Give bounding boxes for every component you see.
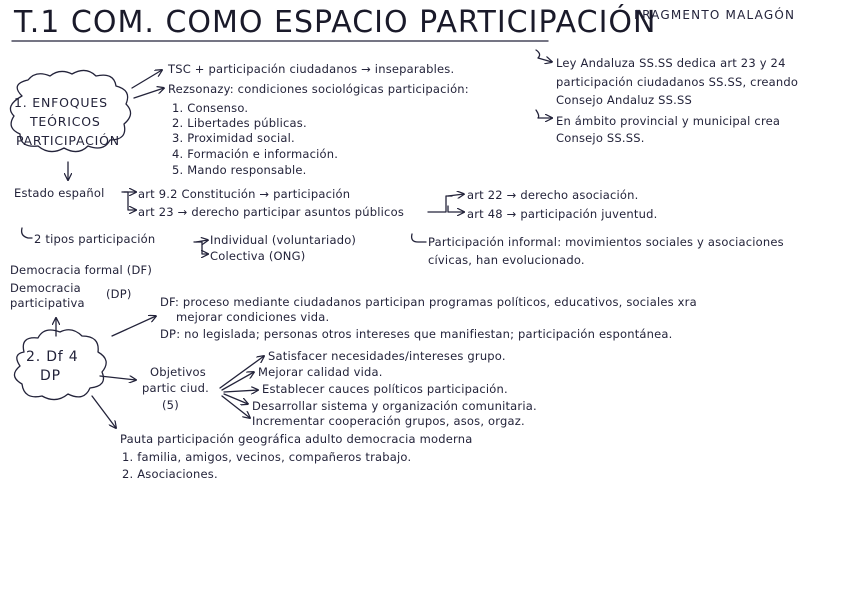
dp-abbr: (DP) [106,287,132,301]
pauta-title: Pauta participación geográfica adulto democracia moderna [120,432,473,446]
cloud2-line2: DP [40,368,61,384]
page-title: T.1 COM. COMO ESPACIO PARTICIPACIÓN [14,5,657,40]
condicion-item-1: 1. Consenso. [172,101,249,115]
democracia-participativa-2: participativa [10,296,85,310]
cloud1-line2: TEÓRICOS [30,114,101,129]
pauta-item-1: 1. familia, amigos, vecinos, compañeros trabajo. [122,450,412,464]
df-definition-line1: DF: proceso mediante ciudadanos participan programas políticos, educativos, sociales xra [160,295,697,309]
cloud1-line1: 1. ENFOQUES [14,95,108,110]
condicion-item-2: 2. Libertades públicas. [172,116,307,130]
ley-line1: Ley Andaluza SS.SS dedica art 23 y 24 [556,56,786,70]
tipo-individual: Individual (voluntariado) [210,233,357,247]
democracia-participativa-1: Democracia [10,281,81,295]
condicion-item-4: 4. Formación e información. [172,147,339,161]
art48-line: art 48 → participación juventud. [467,207,658,221]
rezsonazy-line: Rezsonazy: condiciones sociológicas participación: [168,82,469,96]
objetivo-item-4: Desarrollar sistema y organización comunitaria. [252,399,537,413]
tsc-line: TSC + participación ciudadanos → inseparables. [168,62,455,76]
author-label: FRAGMENTO MALAGÓN [634,8,796,22]
ley-line4: En ámbito provincial y municipal crea [556,114,781,128]
objetivos-label-3: (5) [162,398,179,412]
objetivos-label-1: Objetivos [150,365,206,379]
ley-line5: Consejo SS.SS. [556,131,645,145]
cloud1-line3: PARTICIPACIÓN [16,133,120,148]
ley-line3: Consejo Andaluz SS.SS [556,93,693,107]
estado-label: Estado español [14,186,105,200]
objetivos-label-2: partic ciud. [142,381,209,395]
cloud2-line1: 2. Df 4 [26,349,79,365]
informal-line2: cívicas, han evolucionado. [428,253,585,267]
ley-line2: participación ciudadanos SS.SS, creando [556,75,799,89]
objetivo-item-2: Mejorar calidad vida. [258,365,383,379]
condicion-item-3: 3. Proximidad social. [172,131,295,145]
tipos-label: 2 tipos participación [34,232,156,246]
democracia-formal: Democracia formal (DF) [10,263,153,277]
pauta-item-2: 2. Asociaciones. [122,467,218,481]
objetivo-item-5: Incrementar cooperación grupos, asos, orgaz. [252,414,525,428]
art23-line: art 23 → derecho participar asuntos públicos [138,205,405,219]
dp-definition: DP: no legislada; personas otros intereses que manifiestan; participación espontánea. [160,327,673,341]
df-definition-line2: mejorar condiciones vida. [176,310,330,324]
informal-line1: Participación informal: movimientos sociales y asociaciones [428,235,784,249]
art22-line: art 22 → derecho asociación. [467,188,639,202]
tipo-colectiva: Colectiva (ONG) [210,249,306,263]
objetivo-item-1: Satisfacer necesidades/intereses grupo. [268,349,506,363]
condicion-item-5: 5. Mando responsable. [172,163,307,177]
art92-line: art 9.2 Constitución → participación [138,187,351,201]
objetivo-item-3: Establecer cauces políticos participación. [262,382,508,396]
